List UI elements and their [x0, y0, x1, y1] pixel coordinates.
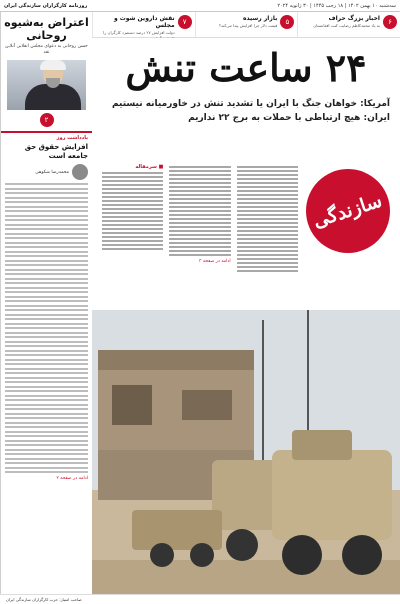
page-number-badge: ۵: [280, 15, 294, 29]
continue-link[interactable]: ادامه در صفحه ۳: [199, 259, 231, 265]
avatar: [72, 164, 88, 180]
continue-link[interactable]: ادامه در صفحه ۲: [56, 476, 88, 481]
footer-bar: صاحب امتیاز: حزب کارگزاران سازندگی ایران: [0, 594, 400, 604]
subheadline-us: آمریکا: خواهان جنگ با ایران یا تشدید تنش در خاورمیانه نیستیم: [111, 99, 390, 109]
subheadline-iran: ایران: هیچ ارتباطی با حملات به برج ۲۲ نداریم: [188, 113, 390, 123]
page-number-badge: ۷: [178, 15, 192, 29]
teaser-sub: قیمت دلار چرا افزایش پیدا می‌کند؟: [218, 23, 278, 28]
teaser-title: اخبار بزرگ حراف: [328, 15, 380, 22]
editorial-section: [1, 131, 92, 481]
body-text: [5, 183, 88, 473]
left-column: [0, 12, 92, 602]
author-byline: [5, 164, 88, 180]
page-number-badge: ۲: [40, 113, 54, 127]
teaser-sub: دولت افزایش ۲۷ درصد دستمزد کارگران را: [103, 30, 175, 35]
main-photo-military-convoy: [92, 310, 400, 602]
front-page-main: [92, 38, 400, 602]
article-columns: [102, 164, 298, 300]
header-teasers: [92, 12, 400, 38]
teaser-item[interactable]: [92, 12, 195, 37]
teaser-sub: به یاد محمدکاظم رضایت کنت افغانستان: [313, 23, 380, 28]
issue-date: سه‌شنبه ۱۰ بهمن ۱۴۰۲ | ۱۸ رجب ۱۴۴۵ | ۳۰ ژانویه ۲۰۲۴: [277, 3, 396, 9]
portrait-photo: [7, 60, 86, 110]
article-column: [237, 164, 298, 300]
article-column: [102, 164, 163, 300]
article-column: [169, 164, 230, 300]
teaser-title: نقش داروین شوت و مجلس: [113, 15, 175, 29]
teaser-title: بازار رسیده: [242, 15, 278, 22]
section-label: یادداشت روز: [56, 135, 88, 141]
teaser-item[interactable]: [297, 12, 400, 37]
logo-text: سازندگی: [310, 189, 386, 233]
main-headline[interactable]: ۲۴ ساعت تنش: [125, 45, 367, 90]
author-name: محمدرضا شکوهی: [35, 169, 69, 175]
sazandegi-logo: [306, 169, 390, 253]
top-bar: [0, 0, 400, 12]
left-headline[interactable]: اعتراض به‌شیوه روحانی: [4, 16, 89, 42]
newspaper-brand: روزنامه کارگزاران سازندگی ایران: [4, 3, 88, 9]
page-number-badge: ۶: [383, 15, 397, 29]
editorial-headline[interactable]: افزایش حقوق حق جامعه است: [24, 143, 88, 160]
teaser-item[interactable]: [195, 12, 298, 37]
left-subheadline: حسن روحانی به دعوای مجلس انقلابی آنلاین نقد: [5, 44, 88, 55]
column-kicker: ■ سرمقاله: [135, 164, 164, 170]
